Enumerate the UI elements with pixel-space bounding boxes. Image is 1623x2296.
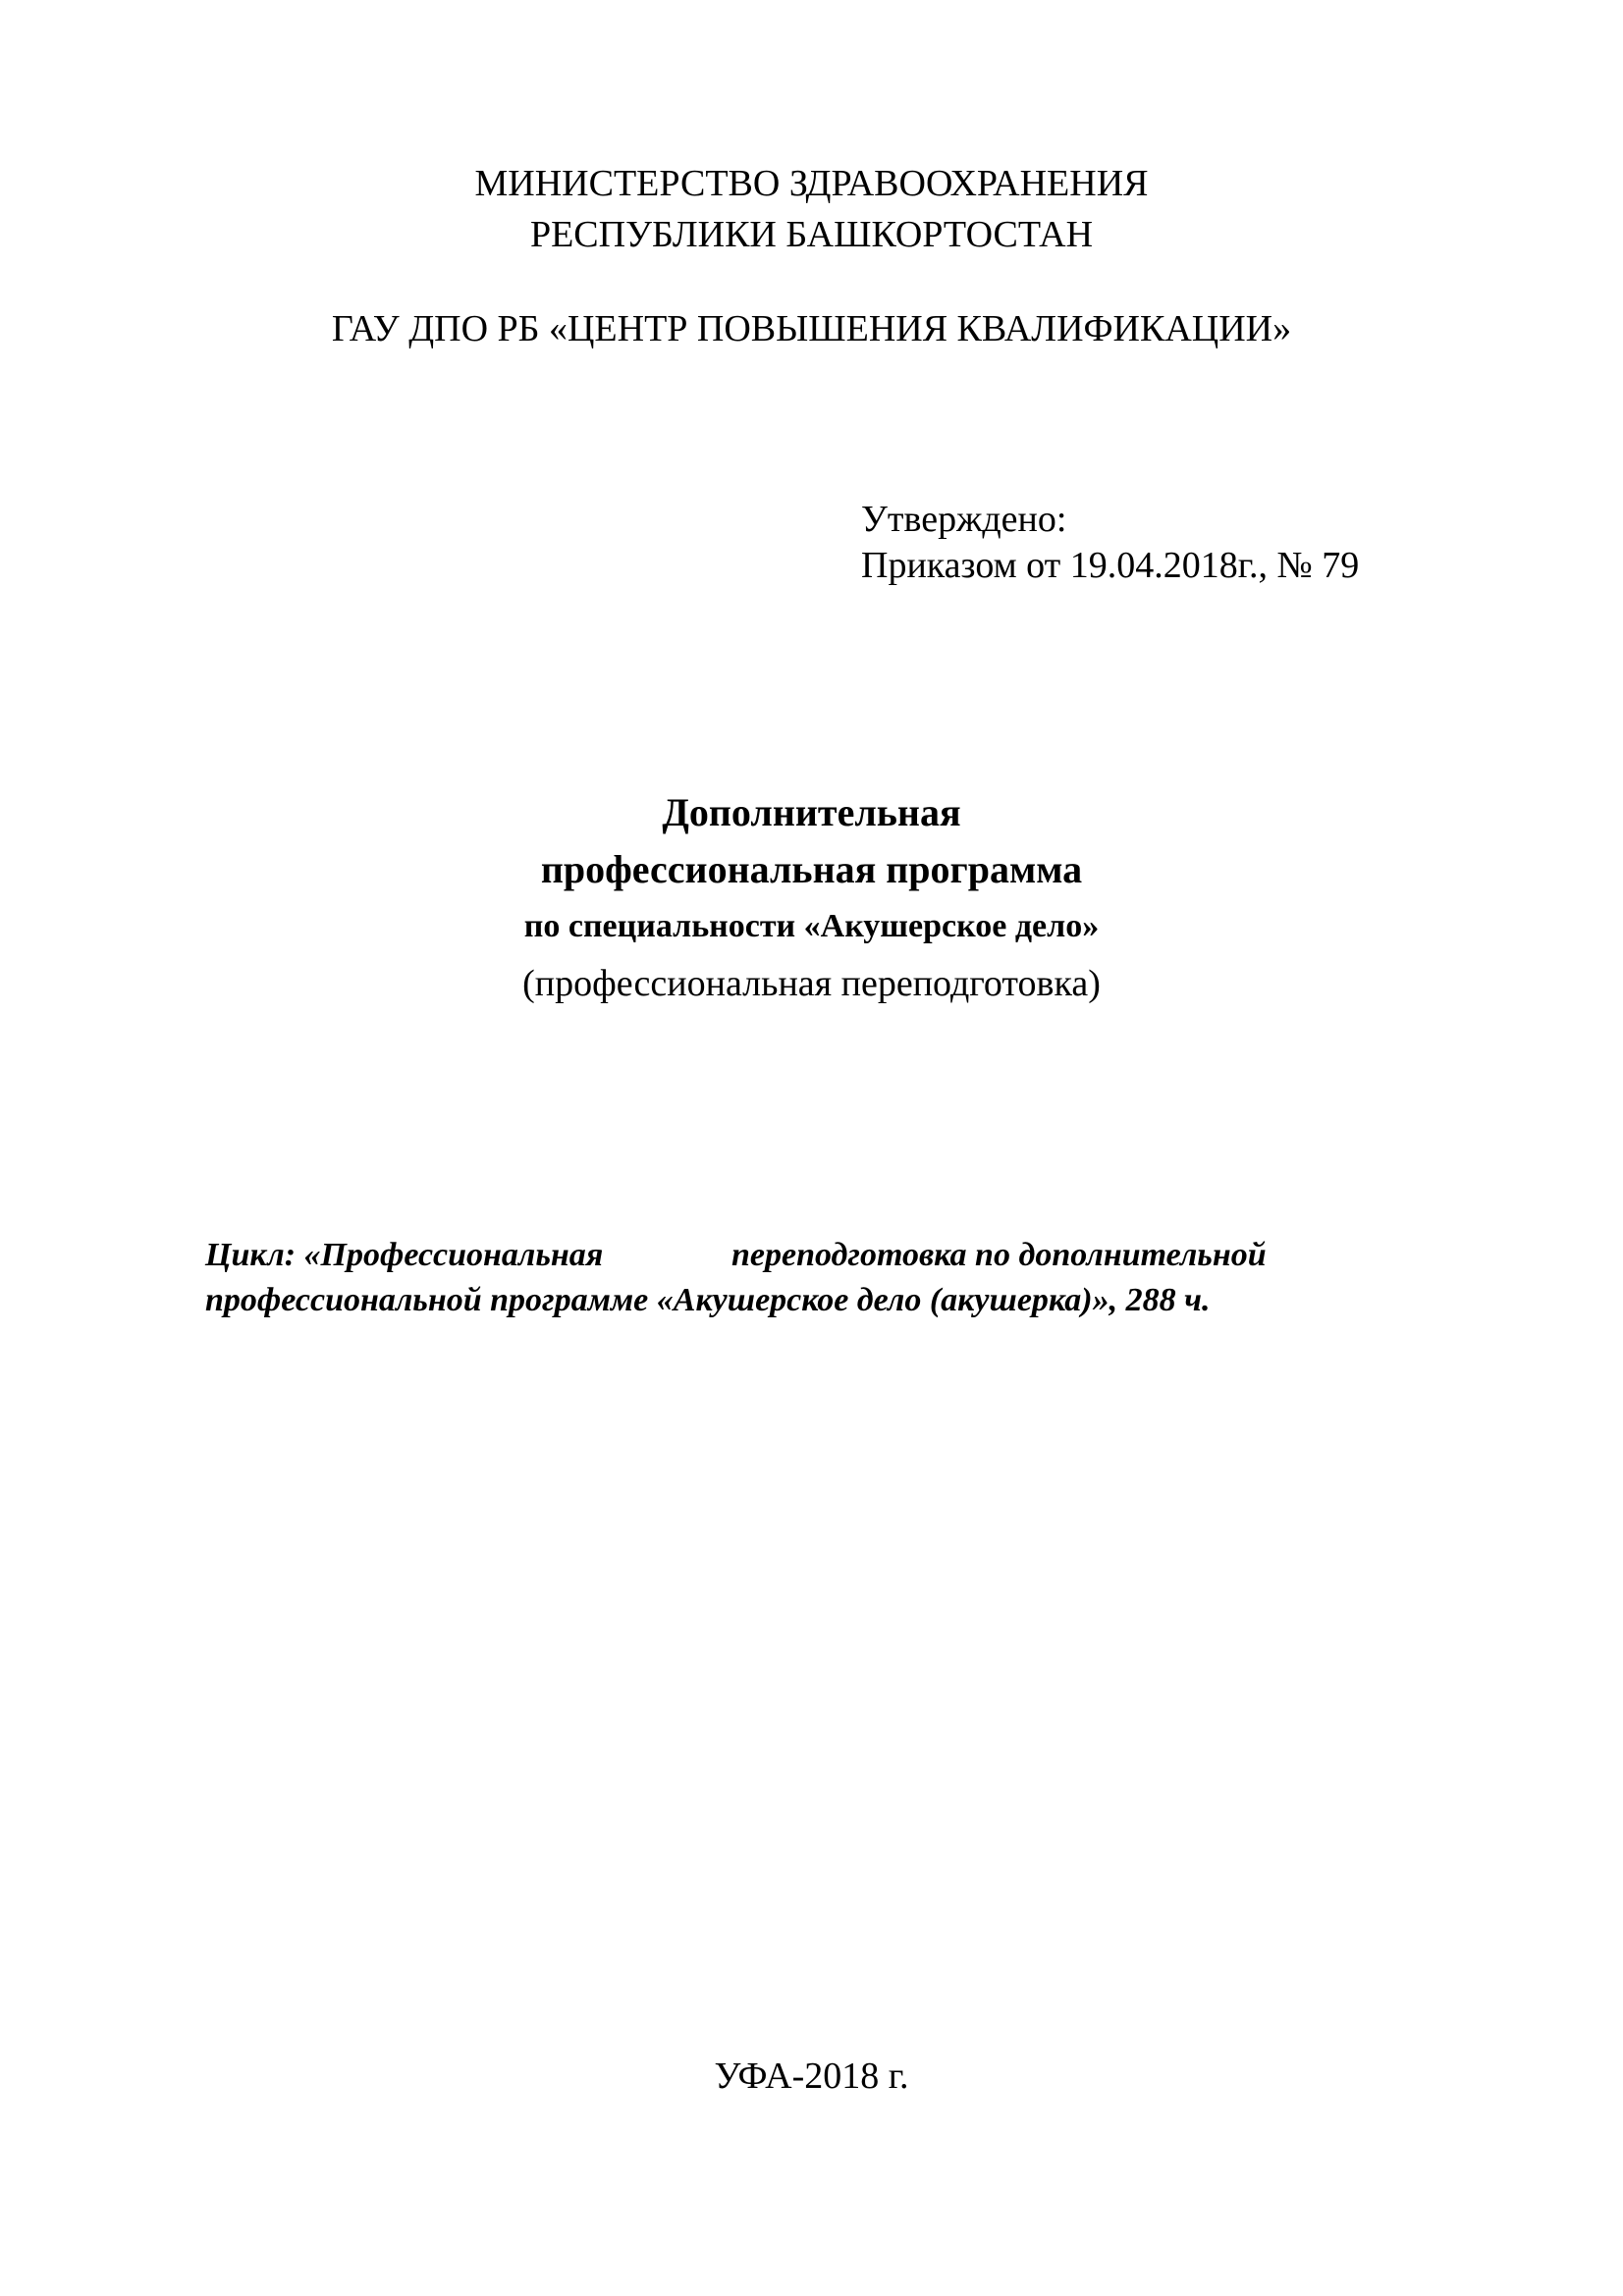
- cycle-line-2: профессиональной программе «Акушерское дело (акушерка)», 288 ч.: [205, 1282, 1211, 1318]
- approval-order: Приказом от 19.04.2018г., № 79: [861, 545, 1360, 586]
- institution-name: ГАУ ДПО РБ «ЦЕНТР ПОВЫШЕНИЯ КВАЛИФИКАЦИИ»: [331, 308, 1292, 349]
- approval-label: Утверждено:: [861, 499, 1067, 540]
- program-specialty: по специальности «Акушерское дело»: [523, 908, 1100, 944]
- cycle-line-1-part-2: переподготовка по дополнительной: [731, 1237, 1267, 1273]
- program-type: (профессиональная переподготовка): [522, 963, 1101, 1004]
- program-title-line-2: профессиональная программа: [540, 847, 1083, 891]
- ministry-line-2: РЕСПУБЛИКИ БАШКОРТОСТАН: [529, 214, 1094, 255]
- cycle-line-1-part-1: Цикл: «Профессиональная: [205, 1237, 604, 1273]
- city-year: УФА-2018 г.: [714, 2056, 909, 2097]
- program-title-line-1: Дополнительная: [662, 790, 961, 834]
- ministry-line-1: МИНИСТЕРСТВО ЗДРАВООХРАНЕНИЯ: [474, 163, 1149, 204]
